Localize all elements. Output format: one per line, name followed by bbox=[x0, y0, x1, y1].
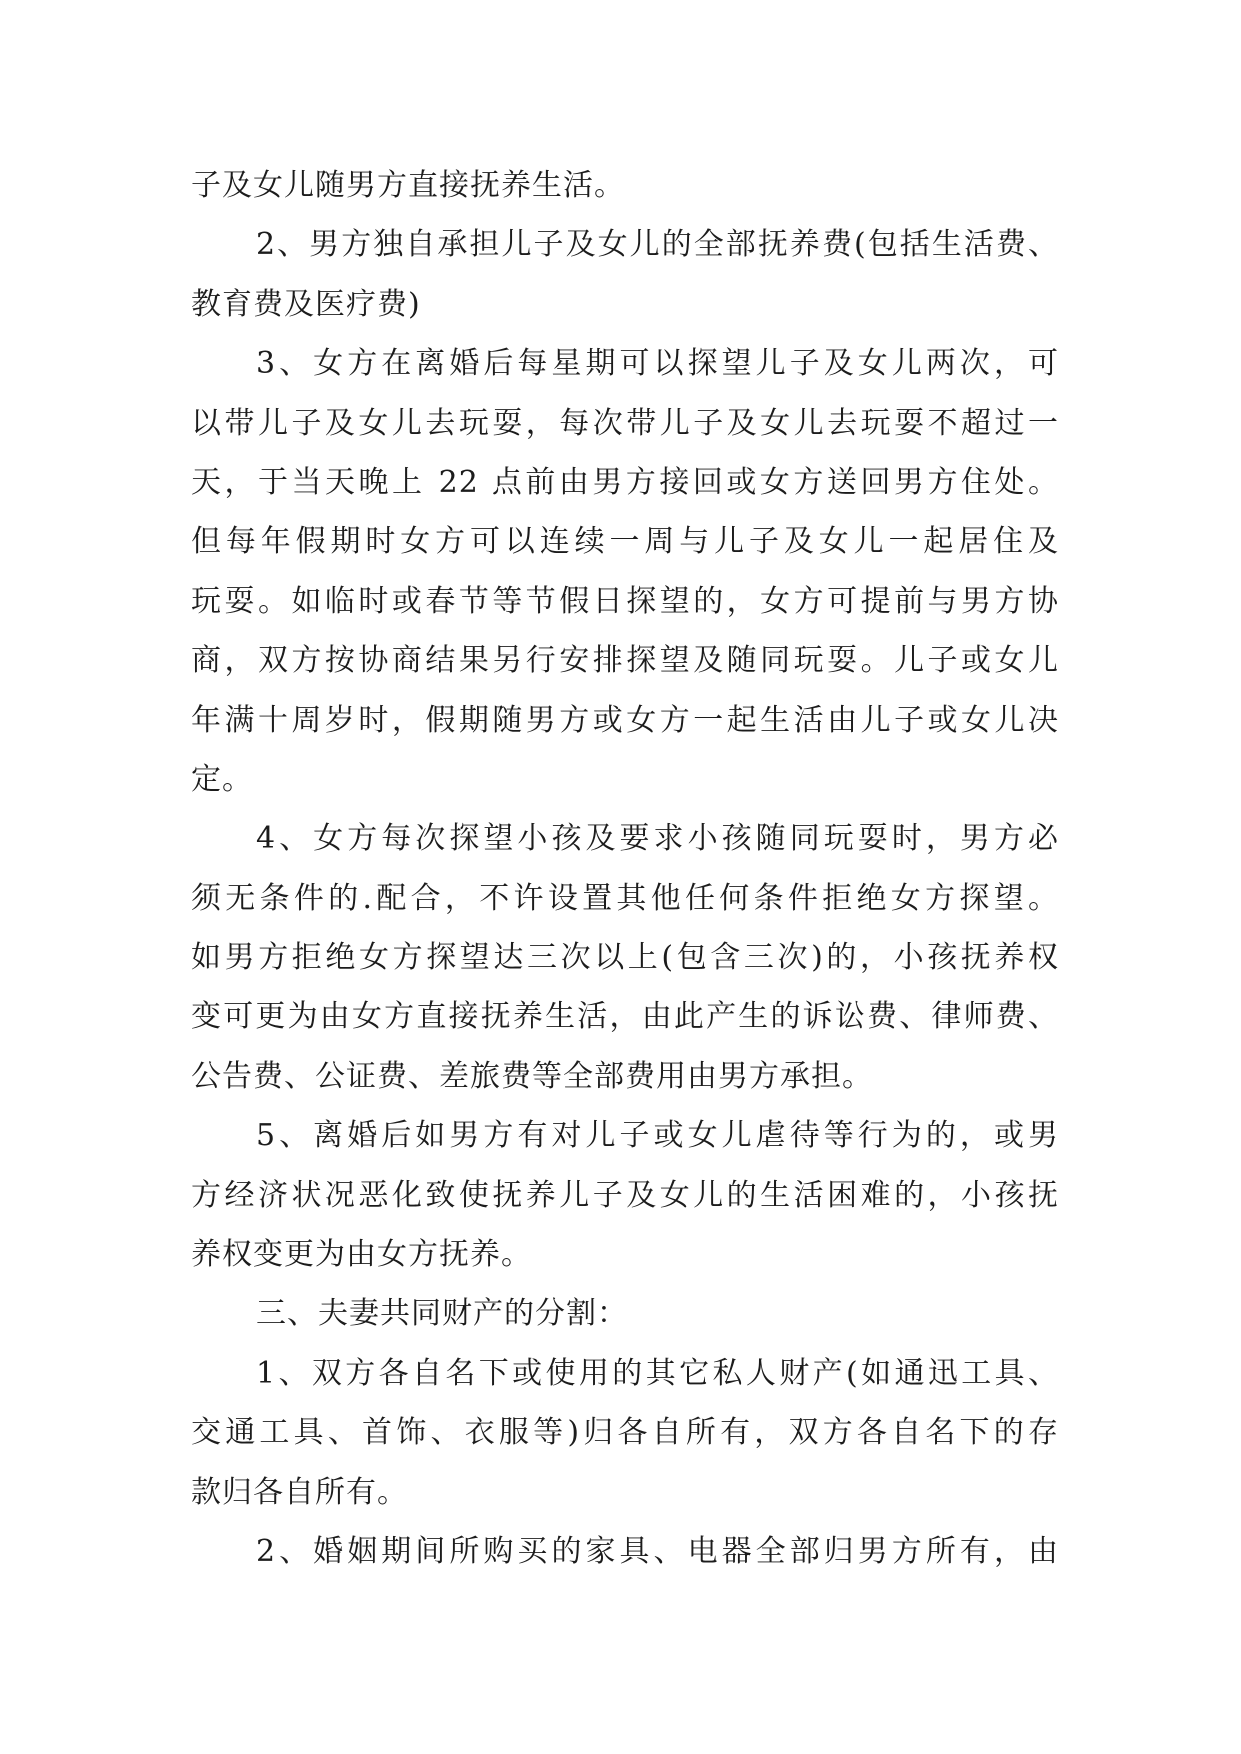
text-line: 5、离婚后如男方有对儿子或女儿虐待等行为的，或男 bbox=[256, 1118, 1059, 1154]
text-line: 变可更为由女方直接抚养生活，由此产生的诉讼费、律师费、 bbox=[191, 999, 1059, 1035]
text-line: 商，双方按协商结果另行安排探望及随同玩耍。儿子或女儿 bbox=[191, 643, 1059, 679]
paragraph-item-3-visitation bbox=[191, 334, 1241, 809]
text-line: 公告费、公证费、差旅费等全部费用由男方承担。 bbox=[191, 1058, 873, 1094]
section-heading: 三、夫妻共同财产的分割： bbox=[256, 1296, 628, 1332]
section-heading-property-division bbox=[191, 1284, 1241, 1343]
text-line: 天，于当天晚上 22 点前由男方接回或女方送回男方住处。 bbox=[191, 464, 1059, 500]
paragraph-item-2-support-costs bbox=[191, 215, 1241, 334]
paragraph-property-item-1 bbox=[191, 1344, 1241, 1522]
text-line: 定。 bbox=[191, 761, 253, 797]
text-line: 但每年假期时女方可以连续一周与儿子及女儿一起居住及 bbox=[191, 524, 1059, 560]
paragraph-child-custody-continuation bbox=[191, 156, 1241, 215]
text-line: 款归各自所有。 bbox=[191, 1474, 408, 1510]
text-line: 4、女方每次探望小孩及要求小孩随同玩耍时，男方必 bbox=[256, 821, 1059, 857]
text-line: 养权变更为由女方抚养。 bbox=[191, 1237, 532, 1273]
text-line: 2、男方独自承担儿子及女儿的全部抚养费(包括生活费、 bbox=[256, 227, 1059, 263]
text-line: 如男方拒绝女方探望达三次以上(包含三次)的，小孩抚养权 bbox=[191, 940, 1059, 976]
text-line: 以带儿子及女儿去玩耍，每次带儿子及女儿去玩耍不超过一 bbox=[191, 405, 1059, 441]
text-line: 1、双方各自名下或使用的其它私人财产(如通迅工具、 bbox=[256, 1355, 1059, 1391]
text-line: 交通工具、首饰、衣服等)归各自所有，双方各自名下的存 bbox=[191, 1415, 1059, 1451]
text-line: 3、女方在离婚后每星期可以探望儿子及女儿两次，可 bbox=[256, 346, 1059, 382]
text-line: 须无条件的.配合，不许设置其他任何条件拒绝女方探望。 bbox=[191, 880, 1059, 916]
text-line: 子及女儿随男方直接抚养生活。 bbox=[191, 168, 625, 203]
text-line: 玩耍。如临时或春节等节假日探望的，女方可提前与男方协 bbox=[191, 583, 1059, 619]
paragraph-property-item-2 bbox=[191, 1522, 1241, 1581]
text-line: 方经济状况恶化致使抚养儿子及女儿的生活困难的，小孩抚 bbox=[191, 1177, 1059, 1213]
paragraph-item-4-cooperation bbox=[191, 809, 1241, 1106]
text-line: 年满十周岁时，假期随男方或女方一起生活由儿子或女儿决 bbox=[191, 702, 1059, 738]
text-line: 2、婚姻期间所购买的家具、电器全部归男方所有，由 bbox=[256, 1533, 1059, 1569]
paragraph-item-5-custody-change bbox=[191, 1106, 1241, 1284]
text-line: 教育费及医疗费) bbox=[191, 286, 421, 322]
